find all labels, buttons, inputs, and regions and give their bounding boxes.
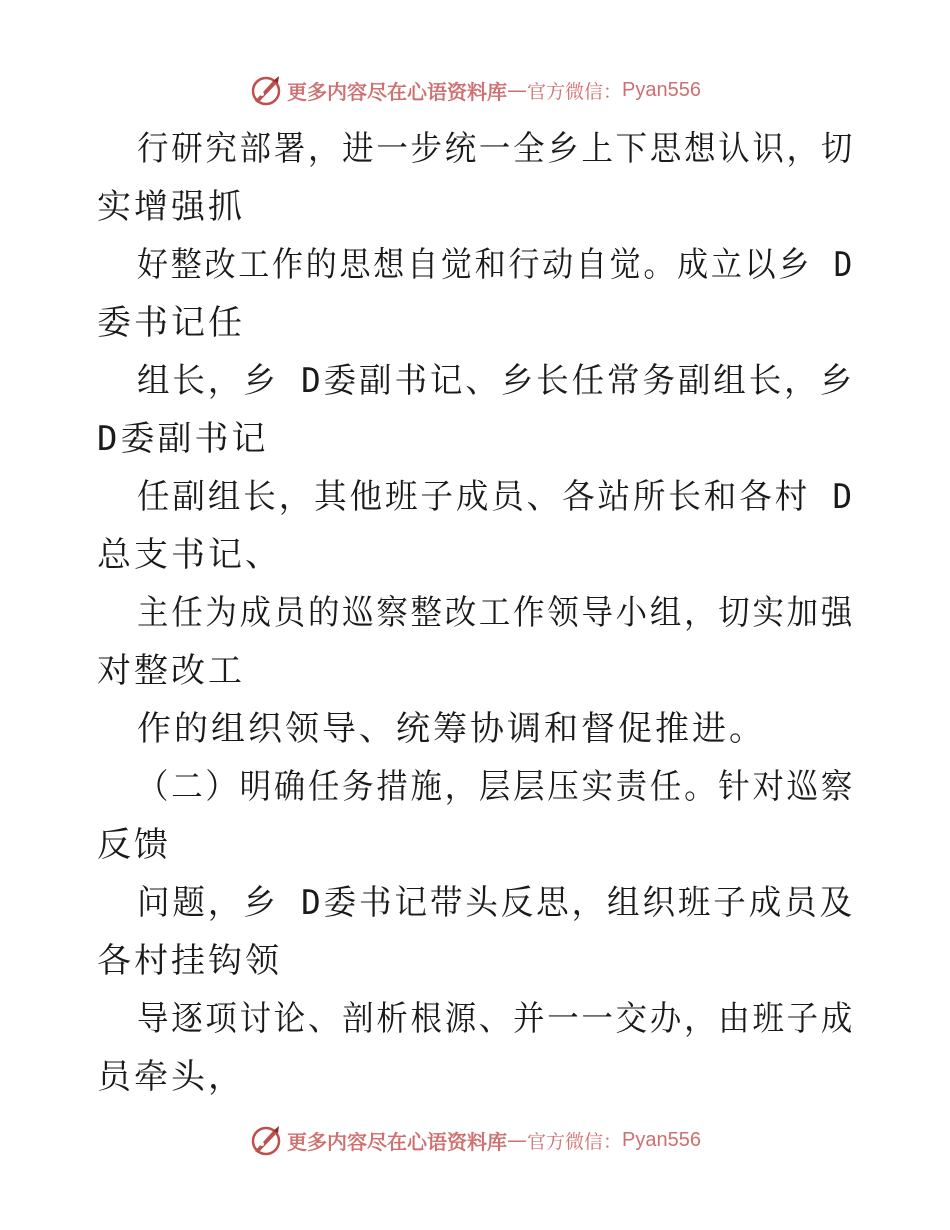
text-line: 任副组长，其他班子成员、各站所长和各村 D bbox=[137, 477, 856, 517]
watermark-main-text: 更多内容尽在心语资料库 bbox=[287, 79, 507, 104]
header-watermark-banner bbox=[0, 70, 950, 110]
text-line: 反馈 bbox=[97, 825, 171, 865]
text-line: 好整改工作的思想自觉和行动自觉。成立以乡 D bbox=[137, 245, 856, 285]
watermark-wechat-label: 官方微信： bbox=[527, 1130, 623, 1153]
document-body bbox=[97, 120, 857, 1106]
text-line: 组长，乡 D委副书记、乡长任常务副组长，乡 bbox=[137, 361, 856, 401]
text-line: 各村挂钩领 bbox=[97, 941, 282, 981]
text-line: D委副书记 bbox=[97, 419, 269, 459]
text-line: 行研究部署，进一步统一全乡上下思想认识，切 bbox=[137, 129, 856, 169]
watermark-dash: — bbox=[507, 1128, 527, 1152]
text-line: （二）明确任务措施，层层压实责任。针对巡察 bbox=[137, 767, 856, 807]
watermark-dash: — bbox=[507, 78, 527, 102]
text-line: 总支书记、 bbox=[97, 535, 282, 575]
watermark-wechat-id: Pyan556 bbox=[622, 1128, 701, 1151]
text-line: 实增强抓 bbox=[97, 187, 245, 227]
text-line: 对整改工 bbox=[97, 651, 245, 691]
quill-pen-logo-icon bbox=[249, 1123, 283, 1157]
text-line: 问题，乡 D委书记带头反思，组织班子成员及 bbox=[137, 883, 856, 923]
text-line: 委书记任 bbox=[97, 303, 245, 343]
footer-watermark-banner bbox=[0, 1120, 950, 1160]
watermark-main-text: 更多内容尽在心语资料库 bbox=[287, 1129, 507, 1154]
text-line: 导逐项讨论、剖析根源、并一一交办，由班子成 bbox=[137, 999, 856, 1039]
text-line: 员牵头， bbox=[97, 1057, 245, 1097]
quill-pen-logo-icon bbox=[249, 73, 283, 107]
text-line: 作的组织领导、统筹协调和督促推进。 bbox=[137, 709, 766, 749]
watermark-wechat-label: 官方微信： bbox=[527, 80, 623, 103]
text-line: 主任为成员的巡察整改工作领导小组，切实加强 bbox=[137, 593, 856, 633]
watermark-wechat-id: Pyan556 bbox=[622, 78, 701, 101]
